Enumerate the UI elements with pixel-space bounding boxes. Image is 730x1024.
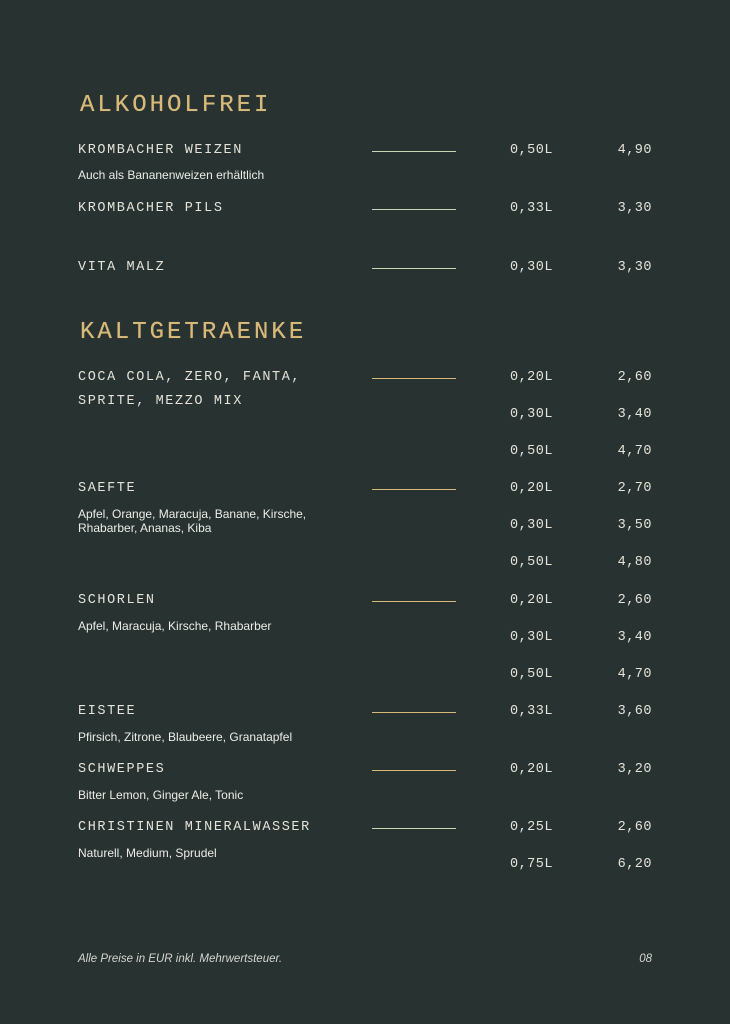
item-volume: 0,20L <box>509 762 553 777</box>
item-volume: 0,50L <box>509 143 553 158</box>
item-description: Naturell, Medium, Sprudel <box>78 846 217 860</box>
leader-line <box>372 712 456 713</box>
footer-price-note: Alle Preise in EUR inkl. Mehrwertsteuer. <box>78 953 283 965</box>
item-volume: 0,30L <box>509 630 553 645</box>
leader-line <box>372 489 456 490</box>
item-price: 6,20 <box>617 857 652 872</box>
item-name-schweppes: SCHWEPPES <box>78 762 166 777</box>
item-name-krombacher-weizen: KROMBACHER WEIZEN <box>78 143 243 158</box>
item-price: 2,70 <box>617 481 652 496</box>
item-price: 3,40 <box>617 630 652 645</box>
item-volume: 0,50L <box>509 667 553 682</box>
item-price: 3,20 <box>617 762 652 777</box>
item-price: 2,60 <box>617 593 652 608</box>
item-price: 2,60 <box>617 820 652 835</box>
item-volume: 0,20L <box>509 481 553 496</box>
item-price: 2,60 <box>617 370 652 385</box>
item-volume: 0,30L <box>509 407 553 422</box>
item-price: 4,90 <box>617 143 652 158</box>
item-volume: 0,75L <box>509 857 553 872</box>
leader-line <box>372 601 456 602</box>
item-name-krombacher-pils: KROMBACHER PILS <box>78 201 224 216</box>
item-price: 4,70 <box>617 444 652 459</box>
item-volume: 0,50L <box>509 555 553 570</box>
item-volume: 0,50L <box>509 444 553 459</box>
item-price: 4,80 <box>617 555 652 570</box>
leader-line <box>372 209 456 210</box>
item-price: 3,30 <box>617 260 652 275</box>
leader-line <box>372 378 456 379</box>
item-volume: 0,30L <box>509 260 553 275</box>
page-number: 08 <box>639 953 652 965</box>
item-description: Auch als Bananenweizen erhältlich <box>78 168 265 182</box>
leader-line <box>372 770 456 771</box>
section-title-kaltgetraenke: KALTGETRAENKE <box>80 319 307 346</box>
item-price: 4,70 <box>617 667 652 682</box>
item-volume: 0,25L <box>509 820 553 835</box>
item-volume: 0,30L <box>509 518 553 533</box>
item-description: Bitter Lemon, Ginger Ale, Tonic <box>78 788 244 802</box>
item-name-schorlen: SCHORLEN <box>78 593 156 608</box>
item-name-coca-cola-line2: SPRITE, MEZZO MIX <box>78 394 243 409</box>
item-name-vita-malz: VITA MALZ <box>78 260 166 275</box>
item-name-eistee: EISTEE <box>78 704 137 719</box>
item-name-christinen-mineralwasser: CHRISTINEN MINERALWASSER <box>78 820 311 835</box>
item-description-line2: Rhabarber, Ananas, Kiba <box>78 521 212 535</box>
item-volume: 0,33L <box>509 201 553 216</box>
section-title-alkoholfrei: ALKOHOLFREI <box>80 92 272 119</box>
item-volume: 0,20L <box>509 370 553 385</box>
item-description: Pfirsich, Zitrone, Blaubeere, Granatapfel <box>78 730 293 744</box>
item-name-coca-cola-line1: COCA COLA, ZERO, FANTA, <box>78 370 302 385</box>
item-price: 3,40 <box>617 407 652 422</box>
item-description-line1: Apfel, Orange, Maracuja, Banane, Kirsche, <box>78 507 307 521</box>
leader-line <box>372 268 456 269</box>
item-price: 3,60 <box>617 704 652 719</box>
leader-line <box>372 828 456 829</box>
item-name-saefte: SAEFTE <box>78 481 137 496</box>
item-volume: 0,20L <box>509 593 553 608</box>
item-price: 3,30 <box>617 201 652 216</box>
leader-line <box>372 151 456 152</box>
item-description: Apfel, Maracuja, Kirsche, Rhabarber <box>78 619 272 633</box>
item-price: 3,50 <box>617 518 652 533</box>
item-volume: 0,33L <box>509 704 553 719</box>
